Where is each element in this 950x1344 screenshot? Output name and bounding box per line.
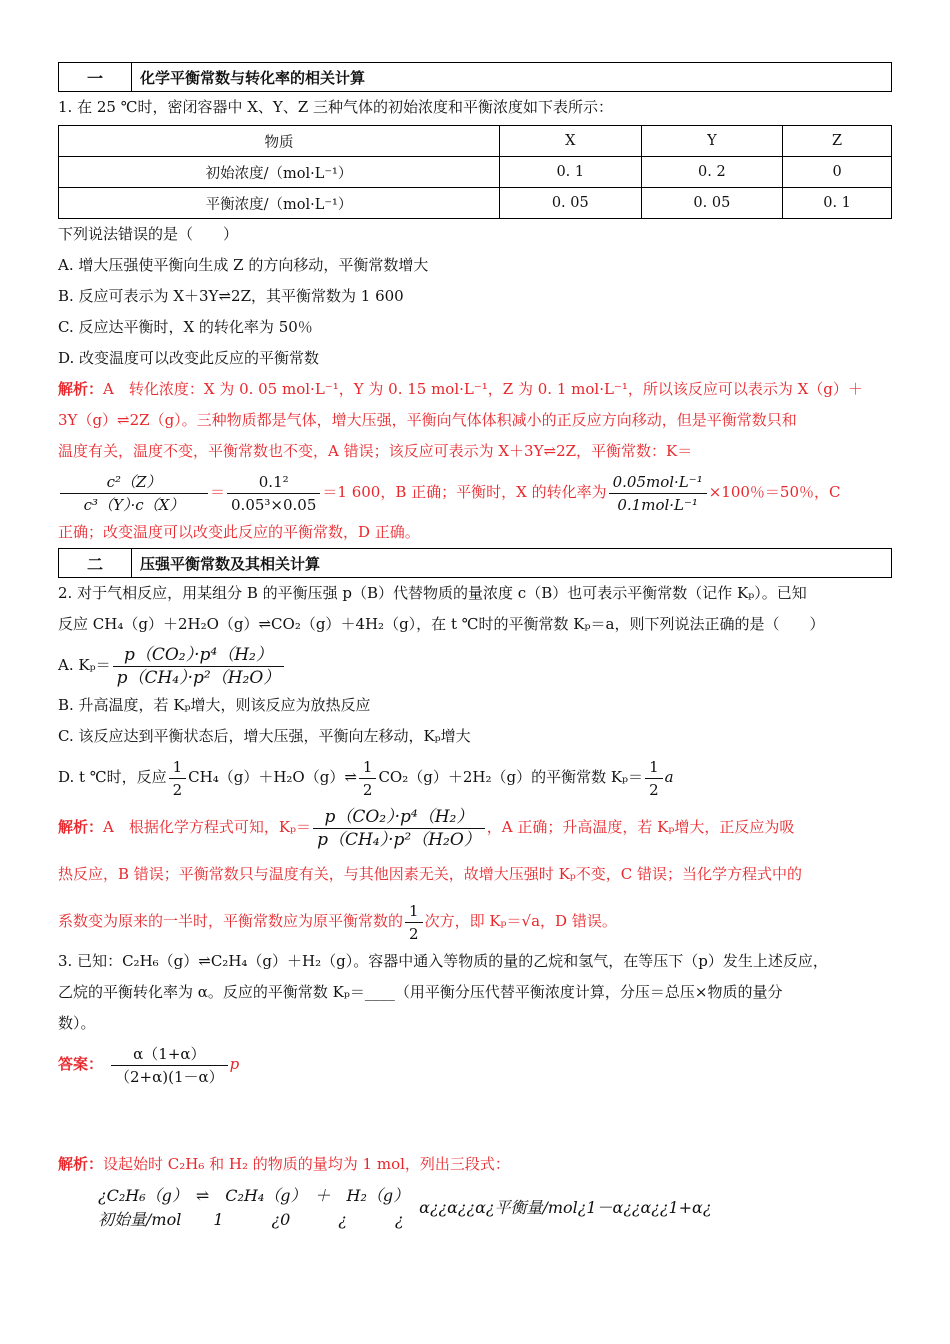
- fraction-answer: [111, 1043, 228, 1088]
- table-cell: Y: [641, 126, 783, 157]
- table-cell: X: [500, 126, 642, 157]
- three-stage-row: 初始量/mol 1 ¿0 ¿ ¿: [98, 1210, 404, 1229]
- fraction-kp: [113, 644, 285, 689]
- q2-analysis-line1: [58, 802, 892, 852]
- q3-stem-line3: 数）。: [58, 1014, 96, 1032]
- q1-analysis-line2: 3Y（g）⇌2Z（g）。三种物质都是气体，增大压强，平衡向气体体积减小的正反应方向移动，但是平衡常数只和: [58, 411, 797, 429]
- table-cell: 初始浓度/（mol·L⁻¹）: [59, 157, 500, 188]
- analysis-text: ＝1 600，B 正确；平衡时，X 的转化率为: [322, 483, 607, 501]
- fraction-denominator: p（CH₄）·p²（H₂O）: [317, 829, 481, 850]
- analysis-text: 系数变为原来的一半时，平衡常数应为原平衡常数的: [58, 912, 404, 930]
- analysis-label: 解析：: [58, 1155, 104, 1173]
- fraction-denominator: （2+α)(1－α）: [115, 1067, 224, 1086]
- answer-label: 答案：: [58, 1055, 104, 1073]
- table-cell: 0. 05: [641, 188, 783, 219]
- section-header-2: [58, 548, 892, 578]
- section-title: 化学平衡常数与转化率的相关计算: [140, 68, 366, 87]
- analysis-text: 设起始时 C₂H₆ 和 H₂ 的物质的量均为 1 mol，列出三段式：: [103, 1155, 510, 1173]
- section-header-1: [58, 62, 892, 92]
- fraction-denominator: 2: [409, 924, 419, 943]
- q2-option-d: [58, 752, 892, 802]
- table-row: [59, 188, 892, 219]
- fraction-numerator: 0.1²: [227, 471, 320, 494]
- q2-stem-line1: 2. 对于气相反应，用某组分 B 的平衡压强 p（B）代替物质的量浓度 c（B）也可表示平衡常数（记作 Kₚ）。已知: [58, 584, 807, 602]
- fraction-numerator: p（CO₂）·p⁴（H₂）: [313, 806, 485, 829]
- q2-option-c: C. 该反应达到平衡状态后，增大压强，平衡向左移动，Kₚ增大: [58, 727, 471, 745]
- fraction-k-value: [227, 471, 320, 516]
- analysis-text: 次方，即 Kₚ＝√a，D 错误。: [424, 912, 617, 930]
- fraction-half: [359, 756, 377, 801]
- fraction-denominator: 2: [172, 780, 183, 799]
- fraction-denominator: c³（Y）·c（X）: [83, 495, 185, 514]
- fraction-numerator: 1: [645, 756, 663, 779]
- fraction-conversion: [609, 471, 707, 516]
- fraction-denominator: p（CH₄）·p²（H₂O）: [116, 667, 281, 688]
- q1-analysis-line3: 温度有关，温度不变，平衡常数也不变，A 错误；该反应可表示为 X＋3Y⇌2Z，平衡常数：K＝: [58, 442, 693, 460]
- q3-stem-line1: 3. 已知：C₂H₆（g）⇌C₂H₄（g）＋H₂（g）。容器中通入等物质的量的乙烷和氢气，在等压下（p）发生上述反应，: [58, 952, 828, 970]
- analysis-text: ，A 正确；升高温度，若 Kₚ增大，正反应为吸: [486, 818, 795, 836]
- q1-analysis-line1: [58, 374, 892, 405]
- q2-analysis-line3: [58, 896, 892, 946]
- equals-sign: ＝: [210, 483, 226, 501]
- q1-option-b: B. 反应可表示为 X＋3Y⇌2Z，其平衡常数为 1 600: [58, 287, 404, 305]
- fraction-half: [405, 900, 423, 945]
- analysis-text: ×100％＝50％，C: [708, 483, 841, 501]
- analysis-text: A 转化浓度：X 为 0. 05 mol·L⁻¹，Y 为 0. 15 mol·L⁻¹，Z 为 0. 1 mol·L⁻¹，所以该反应可以表示为 X（g）＋: [103, 380, 863, 398]
- table-cell: Z: [783, 126, 892, 157]
- q1-ask: 下列说法错误的是（ ）: [58, 225, 239, 243]
- fraction-numerator: p（CO₂）·p⁴（H₂）: [113, 644, 285, 667]
- fraction-half: [645, 756, 663, 801]
- q1-option-a: A. 增大压强使平衡向生成 Z 的方向移动，平衡常数增大: [58, 256, 429, 274]
- fraction-kp: [313, 806, 485, 851]
- fraction-numerator: c²（Z）: [60, 471, 208, 494]
- option-label: D. t ℃时，反应: [58, 768, 167, 786]
- q1-option-d: D. 改变温度可以改变此反应的平衡常数: [58, 349, 320, 367]
- option-text: CH₄（g）＋H₂O（g）⇌: [188, 768, 357, 786]
- section-title: 压强平衡常数及其相关计算: [140, 554, 321, 573]
- option-text: a: [664, 768, 674, 786]
- table-cell: 物质: [59, 126, 500, 157]
- option-label: A. Kₚ＝: [58, 656, 111, 674]
- answer-text: p: [229, 1055, 240, 1073]
- fraction-denominator: 2: [649, 780, 659, 799]
- q3-answer: [58, 1039, 892, 1089]
- fraction-numerator: 0.05mol·L⁻¹: [609, 471, 707, 494]
- document: [58, 62, 892, 1232]
- table-cell: 0. 1: [500, 157, 642, 188]
- table-cell: 0: [783, 157, 892, 188]
- table-cell: 0. 2: [641, 157, 783, 188]
- q2-option-b: B. 升高温度，若 Kₚ增大，则该反应为放热反应: [58, 696, 371, 714]
- table-cell: 0. 1: [783, 188, 892, 219]
- q2-stem-line2: 反应 CH₄（g）＋2H₂O（g）⇌CO₂（g）＋4H₂（g），在 t ℃时的平衡常数 Kₚ＝a，则下列说法正确的是（ ）: [58, 615, 825, 633]
- table-cell: 平衡浓度/（mol·L⁻¹）: [59, 188, 500, 219]
- q2-option-a: [58, 640, 892, 690]
- q1-option-c: C. 反应达平衡时，X 的转化率为 50％: [58, 318, 313, 336]
- q1-stem: 1. 在 25 ℃时，密闭容器中 X、Y、Z 三种气体的初始浓度和平衡浓度如下表所示：: [58, 98, 614, 116]
- fraction-half: [169, 756, 187, 801]
- spacer: [58, 1089, 892, 1149]
- q2-analysis-line2: 热反应，B 错误；平衡常数只与温度有关，与其他因素无关，故增大压强时 Kₚ不变，C 错误；当化学方程式中的: [58, 865, 803, 883]
- analysis-label: 解析：: [58, 818, 104, 836]
- data-table: [58, 125, 892, 219]
- section-number: 二: [59, 549, 132, 577]
- q3-analysis: [58, 1149, 892, 1180]
- option-text: CO₂（g）＋2H₂（g）的平衡常数 Kₚ＝: [378, 768, 644, 786]
- q1-analysis-line5: 正确；改变温度可以改变此反应的平衡常数，D 正确。: [58, 523, 420, 541]
- fraction-denominator: 2: [362, 780, 373, 799]
- fraction-k-expression: [60, 471, 208, 516]
- q3-stem-line2: 乙烷的平衡转化率为 α。反应的平衡常数 Kₚ＝____（用平衡分压代替平衡浓度计算，分压＝总压×物质的量分: [58, 983, 783, 1001]
- three-stage-left: [98, 1184, 409, 1232]
- analysis-label: 解析：: [58, 380, 104, 398]
- fraction-numerator: 1: [359, 756, 377, 779]
- q1-analysis-line4: [58, 467, 892, 517]
- fraction-numerator: 1: [169, 756, 187, 779]
- three-stage-table: [98, 1184, 892, 1232]
- table-header-row: [59, 126, 892, 157]
- section-number: 一: [59, 63, 132, 91]
- table-cell: 0. 05: [500, 188, 642, 219]
- analysis-text: A 根据化学方程式可知，Kₚ＝: [103, 818, 312, 836]
- three-stage-row: ¿C₂H₆（g） ⇌ C₂H₄（g） ＋ H₂（g）: [98, 1186, 410, 1205]
- fraction-denominator: 0.1mol·L⁻¹: [617, 495, 698, 514]
- table-row: [59, 157, 892, 188]
- fraction-numerator: 1: [405, 900, 423, 923]
- fraction-numerator: α（1+α）: [111, 1043, 228, 1066]
- fraction-denominator: 0.05³×0.05: [231, 495, 317, 514]
- three-stage-overflow: α¿¿α¿¿α¿平衡量/mol¿1－α¿¿α¿¿1+α¿: [419, 1198, 712, 1217]
